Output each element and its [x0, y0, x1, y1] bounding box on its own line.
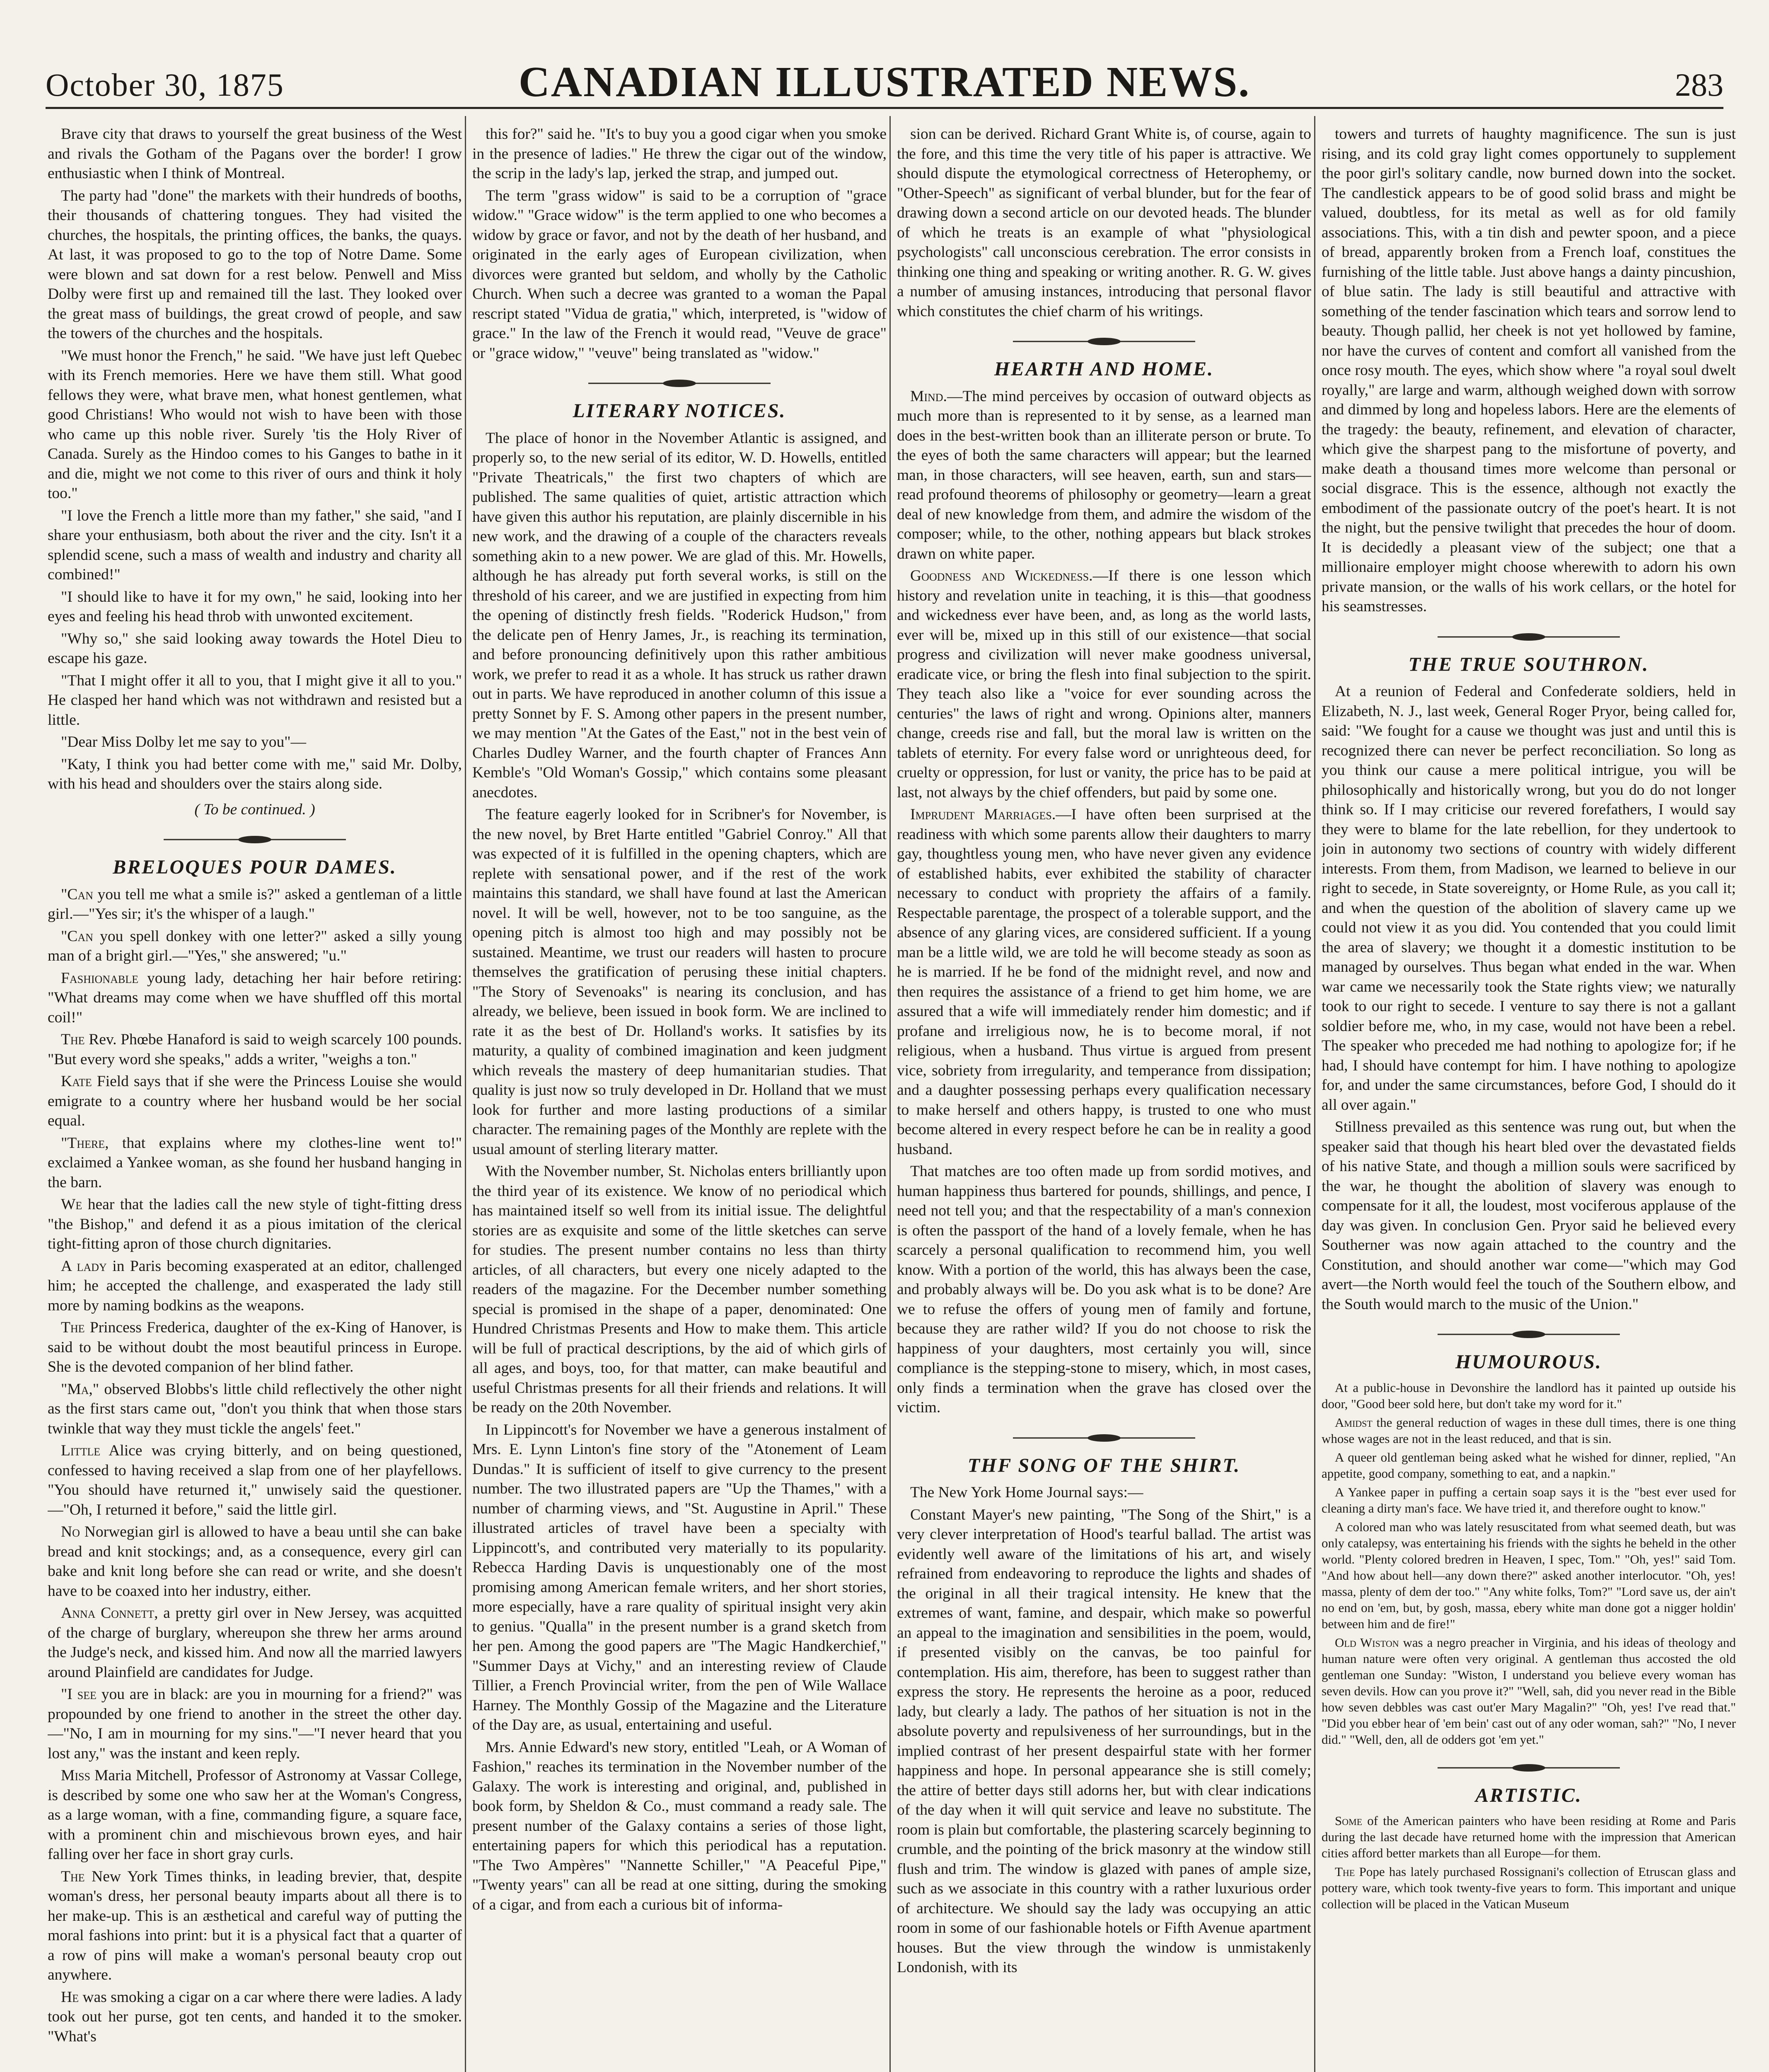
masthead: [46, 54, 1723, 104]
paragraph: [897, 387, 1311, 564]
paragraph: [48, 1133, 462, 1193]
paragraph-text: A queer old gentleman being asked what he wished for dinner, replied, "An appetite, good company, something to eat, and a napkin.": [1322, 1450, 1736, 1481]
paragraph: "I should like to have it for my own," he said, looking into her eyes and feeling his head throb with unwonted excitement.: [48, 588, 462, 625]
paragraph-text: Norwegian girl is allowed to have a beau until she can bake bread and knit stockings; and, as a consequence, every girl can bake and knit long before she can read or write, and she doesn't have to be coaxed into her industry, either.: [48, 1523, 462, 1600]
paragraph: With the November number, St. Nicholas enters brilliantly upon the third year of its existence. We know of no periodical which has maintained itself so well from its initial issue. The delightful stories are as exquisite and some of the little sketches can serve for studies. The present number contains no less than thirty articles, of all characters, but every one nicely adapted to the readers of the magazine. For the December number something special is promised in the shape of a paper, denominated: One Hundred Christmas Presents and How to make them. This article will be full of practical descriptions, by the aid of which girls of all ages, and boys, too, for that matter, can make beautiful and useful Christmas presents for all their friends and relations. It will be ready on the 20th November.: [472, 1163, 887, 1416]
paragraph-text: of the American painters who have been residing at Rome and Paris during the last decade have returned home with the impression that American cities afford better markets than all Europe—for them.: [1322, 1813, 1736, 1860]
humourous-items: [1322, 1380, 1736, 1748]
paragraph-text: Princess Frederica, daughter of the ex-King of Hanover, is said to be without doubt the most beautiful princess in Europe. She is the devoted companion of her blind father.: [48, 1319, 462, 1375]
column-2: [472, 124, 887, 2072]
column-rule: [1314, 116, 1315, 2072]
paragraph-text: a pretty girl over in New Jersey, was acquitted of the charge of burglary, whereupon she threw her arms around the Judge's neck, and kissed him. And now all the married lawyers around Plainfield are candidates for Judge.: [48, 1605, 462, 1681]
section-ornament: [584, 378, 775, 389]
paragraph-text: the general reduction of wages in these dull times, there is one thing whose wages are not in the least reduced, and that is sin.: [1322, 1415, 1736, 1446]
paragraph-text: observed Blobbs's little child reflectively the other night as the first stars came out, "don't you think that when those stars twinkle that way they must tickle the angels' feet.": [48, 1380, 462, 1437]
lead-in: A lady: [61, 1257, 107, 1275]
paragraph: "We must honor the French," he said. "We have just left Quebec with its French memories. Here we have them still. What good fellows they were, what brave men, what honest gentlemen, what good Christians! Who would not wish to have been with those who came up this noble river. Surely 'tis the Holy River of Canada. Surely as the Hindoo comes to his Ganges to bathe in it and die, might we not come to this river of ours and think it holy too.": [48, 347, 462, 502]
paragraph-text: New York Times thinks, in leading brevier, that, despite woman's dress, her personal beauty imparts about all there is to her make-up. This is an æsthetical and careful way of putting the moral fashions into print: but it is a physical fact that a quarter of a row of pins will make a woman's personal beauty crop out anywhere.: [48, 1868, 462, 1983]
lead-in: "Can: [61, 927, 93, 945]
paragraph-text: Maria Mitchell, Professor of Astronomy at Vassar College, is described by some one who saw her at the Woman's Congress, as a large woman, with a fine, commanding figure, a square face, with a prominent chin and mischievous brown eyes, and hair falling over her face in short gray curls.: [48, 1767, 462, 1863]
section-title-humourous: HUMOUROUS.: [1455, 1351, 1602, 1373]
breloques-continued: [472, 124, 887, 363]
paragraph: "Why so," she said looking away towards the Hotel Dieu to escape his gaze.: [48, 630, 462, 667]
paragraph: [48, 968, 462, 1028]
lead-in: Some: [1335, 1813, 1363, 1828]
lead-in: Mind.: [910, 387, 947, 405]
paragraph-text: —The mind perceives by occasion of outward objects as much more than is represented to it by sense, as a learned man does in the best-written book than an illiterate person or brute. To the eyes of both the same characters will appear; but the learned man, in those characters, will see heaven, earth, sun and stars—read profound theorems of philosophy or geometry—learn a great deal of new knowledge from them, and admire the wisdom of the composer; while, to the other, nothing appears but black strokes drawn on white paper.: [897, 387, 1311, 562]
paragraph: [897, 566, 1311, 802]
lead-in: "I see: [61, 1686, 97, 1703]
paragraph: [1322, 1449, 1736, 1481]
section-ornament: [160, 834, 350, 845]
lead-in: The: [1335, 1864, 1355, 1879]
lead-in: The: [61, 1031, 85, 1048]
paragraph-text: you are in black: are you in mourning for a friend?" was propounded by one friend to another in the street the other day.—"No, I am in mourning for my sins."—"I never heard that you lost any," was the instant and keen reply.: [48, 1686, 462, 1762]
column-4: [1322, 124, 1736, 2072]
paragraph: The New York Home Journal says:—: [910, 1484, 1143, 1501]
to-be-continued: ( To be continued. ): [194, 801, 315, 818]
paragraph-text: That matches are too often made up from sordid motives, and human happiness thus bartered for pounds, shillings, and pence, I need not tell you; and that the respectability of a man's connexion is often the passport of the hand of a lovely female, when he has scarcely a personal qualification to recommend him, you well know. With a portion of the world, this has always been the case, and probably always will be. Do you ask what is to be done? Are we to refuse the offers of young men of family and fortune, because they are rather wild? If you do not choose to risk the happiness of your daughters, most certainly you will, since compliance is the stepping-stone to misery, which, in most cases, only finds a termination when the grave has closed over the victim.: [897, 1163, 1311, 1416]
lead-in: "Ma,": [61, 1380, 99, 1398]
paragraph: The feature eagerly looked for in Scribner's for November, is the new novel, by Bret Harte entitled "Gabriel Conroy." All that was expected of it is fulfilled in the opening chapters, which are replete with sensational power, and if the rest of the work maintains this standard, we shall have found at last the American novel. It will be well, however, not to be too sanguine, as the opening pitch is almost too high and may possibly not be sustained. Meantime, we trust our readers will hasten to procure themselves the gratification of perusing these initial chapters. "The Story of Sevenoaks" is nearing its conclusion, and has already, we believe, been issued in book form. We are inclined to rate it as the best of Dr. Holland's works. It satisfies by its maturity, a quality of combined imagination and keen judgment which reveals the mastery of deep humanitarian studies. That quality is just now so truly developed in Dr. Holland that we must look for further and more lasting productions of a similar character. The remaining pages of the Monthly are replete with the usual amount of sterling literary matter.: [472, 806, 887, 1158]
section-title-artistic: ARTISTIC.: [1475, 1784, 1582, 1806]
paragraph: [1322, 1813, 1736, 1861]
lead-in: "There,: [61, 1134, 109, 1152]
lead-in: We: [61, 1196, 82, 1213]
section-ornament: [1433, 632, 1624, 642]
lead-in: Old Wiston: [1335, 1635, 1399, 1650]
paragraph-text: was a negro preacher in Virginia, and his ideas of theology and human nature were often very original. A gentleman thus accosted the old gentleman one Sunday: "Wiston, I understand you believe every woman has seven devils. How can you prove it?" "Well, sah, did you never read in the Bible how seven debbles was cast out'er Mary Magalin?" "Oh, yes! I've read that." "Did you ebber hear of 'em bein' cast out of any oder woman, sah?" "No, I never did." "Well, den, all de odders got 'em yet.": [1322, 1635, 1736, 1747]
column-1: [48, 124, 462, 2072]
paragraph-text: At a public-house in Devonshire the landlord has it painted up outside his door, "Good beer sold here, but don't take my word for it.": [1322, 1380, 1736, 1411]
paragraph: [1322, 1519, 1736, 1632]
paragraph: Brave city that draws to yourself the great business of the West and rivals the Gotham of the Pagans over the border! I grow enthusiastic when I think of Montreal.: [48, 126, 462, 182]
paragraph-text: —If there is one lesson which history and revelation unite in teaching, it is this—that goodness and wickedness ever have been, and, as long as the world lasts, ever will be, mixed up in this still of our existence—that social progress and civilization will never make goodness universal, eradicate vice, or bring the flesh into final subjection to the spirit. They teach also like a "voice for ever sounding across the centuries" the laws of right and wrong. Opinions alter, manners change, creeds rise and fall, but the moral law is written on the tablets of eternity. For every false word or unrighteous deed, for cruelty or oppression, for lust or vanity, the price has to be paid at last, not always by the chief offenders, but paid by some one.: [897, 567, 1311, 801]
paragraph: [1322, 1484, 1736, 1516]
paragraph: [48, 927, 462, 966]
lead-in: Goodness and Wickedness.: [910, 567, 1093, 584]
paragraph-text: was smoking a cigar on a car where there were ladies. A lady took out her purse, got ten cents, and handed it to the smoker. "What's: [48, 1988, 462, 2045]
true-southron: [1322, 682, 1736, 1314]
artistic-items: [1322, 1813, 1736, 1912]
paragraph: "Dear Miss Dolby let me say to you"—: [61, 733, 306, 750]
column-3: [897, 124, 1311, 2072]
paragraph: [897, 1162, 1311, 1418]
paragraph-text: Field says that if she were the Princess Louise she would emigrate to a country where her husband would be her social equal.: [48, 1073, 462, 1129]
paragraph: [48, 1685, 462, 1763]
lead-in: Kate: [61, 1073, 92, 1090]
header-rule: [46, 107, 1723, 109]
paragraph: [48, 1072, 462, 1131]
paragraph-text: Pope has lately purchased Rossignani's collection of Etruscan glass and pottery ware, which took twenty-five years to form. This important and unique collection will be placed in the Vatican Museum: [1322, 1864, 1736, 1911]
paragraph: "I love the French a little more than my father," she said, "and I share your enthusiasm, both about the river and the city. Isn't it a splendid scene, such a mass of wealth and industry and charity all combined!": [48, 507, 462, 583]
hearth-items: [897, 387, 1311, 1418]
lead-in: Little: [61, 1442, 101, 1459]
serial-story: [48, 124, 462, 794]
paragraph: The party had "done" the markets with their hundreds of booths, their thousands of chattering tongues. They had visited the churches, the hospitals, the printing offices, the banks, the quays. At last, it was proposed to go to the top of Notre Dame. Some were blown and sat down for a rest below. Penwell and Miss Dolby were first up and remained till the last. They looked over the great mass of buildings, the great crowd of people, and saw the towers of the churches and the hospitals.: [48, 187, 462, 342]
section-title-song: THF SONG OF THE SHIRT.: [967, 1454, 1241, 1477]
paragraph: In Lippincott's for November we have a generous instalment of Mrs. E. Lynn Linton's fine story of the "Atonement of Leam Dundas." It is sufficient of itself to give currency to the present number. The two illustrated papers are "Up the Thames," with a number of charming views, and "St. Augustine in April." These illustrated articles of travel have been a specialty with Lippincott's, and contributed very materially to its popularity. Rebecca Harding Davis is unquestionably one of the most promising among American female writers, and her short stories, more especially, have a rare quality of spiritual insight very akin to genius. "Qualla" in the present number is a grand sketch from her pen. Among the good papers are "The Magic Handkerchief," "Summer Days at Vichy," and an interesting review of Claude Tillier, a French Provincial writer, from the pen of Wile Wallace Harney. The Monthly Gossip of the Magazine and the Literature of the Day are, as usual, entertaining and useful.: [472, 1421, 887, 1733]
paragraph-text: A colored man who was lately resuscitated from what seemed death, but was only catalepsy, was entertaining his friends with the sights he beheld in the other world. "Plenty colored bredren in Heaven, I spec, Tom." "Oh, yes!" said Tom. "And how about hell—any down there?" asked another interlocutor. "Oh, yes! massa, plenty of dem der too." "Any white folks, Tom?" "Lord save us, der ain't no end on 'em, but, by gosh, massa, ebery white man done got a nigger holdin' between him and de fire!": [1322, 1519, 1736, 1631]
lead-in: Anna Connett,: [61, 1605, 158, 1622]
paragraph: The term "grass widow" is said to be a corruption of "grace widow." "Grace widow" is the term applied to one who becomes a widow by grace or favor, and not by the death of her husband, and originated in the early ages of European civilization, when divorces were granted but seldom, and wholly by the Catholic Church. When such a decree was granted to a woman the Papal rescript stated "Vidua de gratia," which, interpreted, is "widow of grace." In the law of the French it would read, "Veuve de grace" or "grace widow," "veuve" being translated as "widow.": [472, 187, 887, 362]
paragraph: [48, 1256, 462, 1316]
lead-in: Amidst: [1335, 1415, 1373, 1430]
lead-in: He: [61, 1988, 79, 2006]
paragraph-text: A Yankee paper in puffing a certain soap says it is the "best ever used for cleaning a dirty man's face. We have tried it, and therefore ought to know.": [1322, 1484, 1736, 1515]
paragraph: The place of honor in the November Atlantic is assigned, and properly so, to the new serial of its editor, W. D. Howells, entitled "Private Theatricals," the first two chapters of which are published. The same qualities of quiet, artistic attraction which have given this author his reputation, are plainly discernible in his new work, and the drawing of a couple of the characters reveals something akin to a new power. We are glad of this. Mr. Howells, although he has already put forth several works, is still on the threshold of his career, and we are justified in expecting from him the opening of distinctly fresh fields. "Roderick Hudson," from the delicate pen of Henry James, Jr., is reaching its termination, and before pronouncing definitively upon this rather ambitious work, we prefer to read it as a whole. It has struck us rather drawn out in parts. We have reproduced in another column of this issue a pretty Sonnet by F. S. Among other papers in the present number, we may mention "At the Gates of the East," not in the best vein of Charles Dudley Warner, and the fourth chapter of Frances Ann Kemble's "Old Woman's Gossip," which contains some pleasant anecdotes.: [472, 429, 887, 801]
lead-in: "Can: [61, 886, 93, 903]
literary-continued: [897, 124, 1311, 321]
paragraph-text: —I have often been surprised at the readiness with which some parents allow their daughters to marry gay, thoughtless young men, who have never given any evidence of established habits, ever exhibited the stability of character necessary to conduct with propriety the affairs of a family. Respectable parentage, the prospect of a tolerable support, and the absence of any glaring vices, are considered sufficient. If a young man be a little wild, we are told he will become steady as soon as he is married. If he be fond of the midnight revel, and now and then requires the assistance of a friend to get him home, we are assured that a wife will immediately render him domestic; and if profane and irreligious now, he is to become moral, if not religious, when a husband. Thus virtue is argued from present vice, sobriety from irregularity, and temperance from dissipation; and a daughter possessing perhaps every qualification necessary to make herself and others happy, is trusted to one who must become altered in every respect before he can be in reality a good husband.: [897, 806, 1311, 1158]
paragraph: [48, 1195, 462, 1254]
paragraph-text: Alice was crying bitterly, and on being questioned, confessed to having received a slap from one of her playfellows. "You should have returned it," unwisely said the questioner. —"Oh, I returned it before," said the little girl.: [48, 1442, 462, 1518]
paragraph: [48, 1603, 462, 1682]
paragraph: [1322, 1380, 1736, 1412]
paragraph: Mrs. Annie Edward's new story, entitled "Leah, or A Woman of Fashion," reaches its termination in the November number of the Galaxy. The work is interesting and original, and, published in book form, by Sheldon & Co., must command a ready sale. The present number of the Galaxy contains a series of those light, entertaining papers for which this periodical has a reputation. "The Two Ampères" "Nannette Schiller," "A Peaceful Pipe," "Twenty years" can all be read at one sitting, during the smoking of a cigar, and from each a curious bit of informa-: [472, 1738, 887, 1913]
paragraph: [48, 1766, 462, 1864]
section-title-breloques: BRELOQUES POUR DAMES.: [113, 856, 397, 878]
lead-in: Imprudent Marriages.: [910, 806, 1056, 823]
paragraph: this for?" said he. "It's to buy you a good cigar when you smoke in the presence of ladies." He threw the cigar out of the window, the scrip in the lady's lap, jerked the strap, and jumped out.: [472, 126, 887, 182]
section-title-southron: THE TRUE SOUTHRON.: [1408, 653, 1649, 675]
paragraph: [48, 1318, 462, 1377]
paragraph-text: in Paris becoming exasperated at an editor, challenged him; he accepted the challenge, and exasperated the lady still more by naming bodkins as the weapons.: [48, 1257, 462, 1314]
paragraph: [48, 1380, 462, 1439]
paragraph: [1322, 1414, 1736, 1447]
paragraph: [1322, 1634, 1736, 1748]
paragraph: towers and turrets of haughty magnificence. The sun is just rising, and its cold gray light comes opportunely to supplement the poor girl's solitary candle, now burned down into the socket. The candlestick appears to be of good solid brass and might be valued, doubtless, for its metal as well as for old family associations. This, with a tin dish and pewter spoon, and a piece of bread, apparently broken from a French loaf, constitues the furnishing of the little table. Just above hangs a dainty pincushion, of blue satin. The lady is still beautiful and attractive with something of the tender fascination which tears and sorrow lend to beauty. Though pallid, her cheek is not yet hollowed by famine, nor have the curves of content and comfort all vanished from the once rosy mouth. The eyes, which show where "a royal soul dwelt royally," are large and warm, although weighed down with sorrow and dimmed by long and hopeless labors. Here are the elements of the tragedy: the beauty, refinement, and elevation of character, which give the sharpest pang to the misfortune of poverty, and make death a thousand times more welcome than personal or social disgrace. This is the essence, although not exactly the embodiment of the passionate outcry of the poet's heart. It is not the night, but the pensive twilight that precedes the hour of doom. It is decidedly a pleasant view of the subject; one that a millionaire employer might choose wherewith to adorn his own private mansion, or the walls of his work cellars, or the hotel for his seamstresses.: [1322, 126, 1736, 615]
page-number: 283: [1675, 67, 1723, 103]
lead-in: Miss: [61, 1767, 90, 1784]
column-rule: [889, 116, 891, 2072]
paragraph: [48, 1441, 462, 1520]
song-continued: [1322, 124, 1736, 617]
section-title-literary: LITERARY NOTICES.: [573, 400, 786, 422]
paragraph: Stillness prevailed as this sentence was rung out, but when the speaker said that though his heart bled over the devastated fields of his native State, and though a million souls were sacrificed by the war, he thought the abolition of slavery was enough to compensate for it all, the loudest, most vociferous applause of the day was given. In conclusion Gen. Pryor said he believed every Southerner was now again attached to the country and the Constitution, and should another war come—"which may God avert—the North would feel the touch of the Southern elbow, and the South would march to the music of the Union.": [1322, 1118, 1736, 1313]
paragraph: [48, 1867, 462, 1985]
issue-date: October 30, 1875: [46, 67, 284, 103]
paragraph: "Katy, I think you had better come with me," said Mr. Dolby, with his head and shoulders over the stairs along side.: [48, 755, 462, 792]
column-rule: [465, 116, 466, 2072]
paragraph-text: that explains where my clothes-line went to!" exclaimed a Yankee woman, as she found her husband hanging in the barn.: [48, 1134, 462, 1191]
paragraph: At a reunion of Federal and Confederate soldiers, held in Elizabeth, N. J., last week, General Roger Pryor, being called for, said: "We fought for a cause we thought was just and until this is recognized there can never be perfect reconciliation. So long as you think our cause a mere political intrigue, you will be philosophically and historically wrong, but you do do not longer think so. If I may criticise our revered forefathers, I would say they were to blame for the late rebellion, for they undertook to join in autonomy two sections of country with widely different interests. From them, from Madison, we learned to believe in our right to secede, in State sovereignty, or Home Rule, as you call it; and when the question of the abolition of slavery came up we could not view it as you did. You contended that you could limit the area of slavery; we thought it a domestic institution to be managed by ourselves. Thus began what ended in the war. When war came we necessarily took the State rights view; we naturally took to our right to secede. I venture to say there is not a gallant soldier before me, who, in my case, would not have been a rebel. The speaker who preceded me had nothing to apologize for; if he had, I should have contempt for him. I have nothing to apologize for, and under the same circumstances, before God, I should do it all over again.": [1322, 683, 1736, 1113]
paragraph: [48, 1987, 462, 2047]
lead-in: The: [61, 1319, 85, 1336]
paragraph-text: young lady, detaching her hair before retiring: "What dreams may come when we have shuffled off this mortal coil!": [48, 969, 462, 1026]
paragraph: [48, 885, 462, 924]
paragraph: "That I might offer it all to you, that I might give it all to you." He clasped her hand which was not withdrawn and resisted but a little.: [48, 672, 462, 729]
paragraph-text: Rev. Phœbe Hanaford is said to weigh scarcely 100 pounds. "But every word she speaks," adds a writer, "weighs a ton.": [48, 1031, 462, 1068]
lead-in: The: [61, 1868, 85, 1885]
section-ornament: [1433, 1329, 1624, 1340]
section-ornament: [1009, 1433, 1199, 1443]
newspaper-title: CANADIAN ILLUSTRATED NEWS.: [518, 58, 1251, 106]
paragraph: [48, 1030, 462, 1069]
paragraph: [48, 1522, 462, 1601]
paragraph-text: hear that the ladies call the new style of tight-fitting dress "the Bishop," and defend it as a pious imitation of the clerical tight-fitting apron of those church dignitaries.: [48, 1196, 462, 1252]
paragraph: [897, 805, 1311, 1159]
song-of-the-shirt: [897, 1483, 1311, 1978]
paragraph: sion can be derived. Richard Grant White is, of course, again to the fore, and this time the very title of his paper is attractive. We should dispute the etymological correctness of Heterophemy, or "Other-Speech" as significant of verbal blunder, but for the fear of drawing down a second article on our devoted heads. The blunder of which he treats is an example of what "physiological psychologists" call unconscious cerebration. The error consists in thinking one thing and speaking or writing another. R. G. W. gives a number of amusing instances, introducing that personal flavor which constitutes the chief charm of his writings.: [897, 126, 1311, 320]
breloques-items: [48, 885, 462, 2047]
paragraph-text: you spell donkey with one letter?" asked a silly young man of a bright girl.—"Yes," she answered; "u.": [48, 927, 462, 964]
paragraph-text: you tell me what a smile is?" asked a gentleman of a little girl.—"Yes sir; it's the whisper of a laugh.": [48, 886, 462, 922]
section-title-hearth: HEARTH AND HOME.: [994, 358, 1214, 380]
paragraph: Constant Mayer's new painting, "The Song of the Shirt," is a very clever interpretation of Hood's tearful ballad. The artist was evidently well aware of the limitations of his art, and wisely refrained from endeavoring to reproduce the lights and shades of the original in all their tragical intensity. He knew that the extremes of want, famine, and despair, which make so powerful an appeal to the imagination and sensibilities in the poem, would, if presented visibly on the canvas, be too painful for contemplation. His aim, therefore, has been to suggest rather than express the story. He represents the heroine as a poor, reduced lady, but clearly a lady. The pathos of her situation is not in the absolute poverty and repulsiveness of her surroundings, but in the implied contrast of her present despairful state with her former happiness and hope. In personal appearance she is still comely; the attire of better days still adorns her, but with clear indications of the day when it will quit service and leave no substitute. The room is plain but comfortable, the plastering scarcely beginning to crumble, and the pointing of the brick masonry at the window still flush and trim. The window is glazed with panes of ample size, such as we associate in this country with a rather luxurious order of architecture. We should say the lady was occupying an attic room in some of our fashionable hotels or Fifth Avenue apartment houses. But the view through the window is unmistakenly Londonish, with its: [897, 1506, 1311, 1976]
literary-notices: [472, 428, 887, 1915]
lead-in: No: [61, 1523, 80, 1540]
paragraph: [1322, 1864, 1736, 1912]
section-ornament: [1009, 336, 1199, 347]
section-ornament: [1433, 1762, 1624, 1773]
lead-in: Fashionable: [61, 969, 138, 987]
